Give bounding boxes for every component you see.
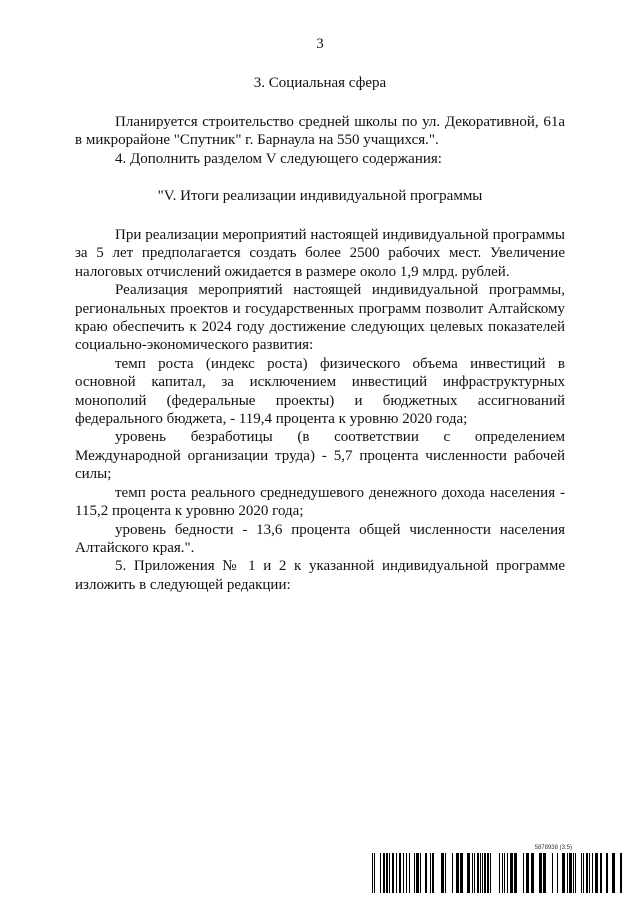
body-text-block-a xyxy=(75,113,565,168)
section-v-title: "V. Итоги реализации индивидуальной программы xyxy=(157,188,483,204)
paragraph: темп роста реального среднедушевого денежного дохода населения - 115,2 процента к уровню 2020 года; xyxy=(75,484,565,520)
barcode-icon xyxy=(372,853,622,893)
paragraph: 5. Приложения № 1 и 2 к указанной индивидуальной программе изложить в следующей редакции: xyxy=(75,558,565,593)
paragraph: Планируется строительство средней школы по ул. Декоративной, 61а в микрорайоне "Спутник" г. Барнаула на 550 учащихся.". xyxy=(75,114,565,149)
paragraph: 4. Дополнить разделом V следующего содержания: xyxy=(115,150,442,167)
paragraph: Реализация мероприятий настоящей индивидуальной программы, региональных проектов и государственных программ позволит Алтайскому краю обеспечить к 2024 году достижение следующих целевых показателей социально-экономического развития: xyxy=(75,282,565,354)
paragraph: уровень безработицы (в соответствии с определением Международной организации труда) - 5,7 процента численности рабочей силы; xyxy=(75,429,565,483)
paragraph: темп роста (индекс роста) физического объема инвестиций в основной капитал, за исключением инвестиций инфраструктурных монополий (федеральные проекты) и бюджетных ассигнований федерального бюджета, - 119,4 процента к уровню 2020 года; xyxy=(75,355,565,428)
section-heading: 3. Социальная сфера xyxy=(253,75,387,91)
page-number: 3 xyxy=(316,36,324,52)
paragraph: уровень бедности - 13,6 процента общей численности населения Алтайского края.". xyxy=(75,521,565,556)
section-v-title-block xyxy=(75,187,565,205)
paragraph: При реализации мероприятий настоящей индивидуальной программы за 5 лет предполагается создать более 2500 рабочих мест. Увеличение налоговых отчислений ожидается в размере около 1,9 млрд. рублей. xyxy=(75,227,565,280)
body-text-block-b xyxy=(75,226,565,594)
document-code: 5878938 (3.5) xyxy=(534,845,572,851)
